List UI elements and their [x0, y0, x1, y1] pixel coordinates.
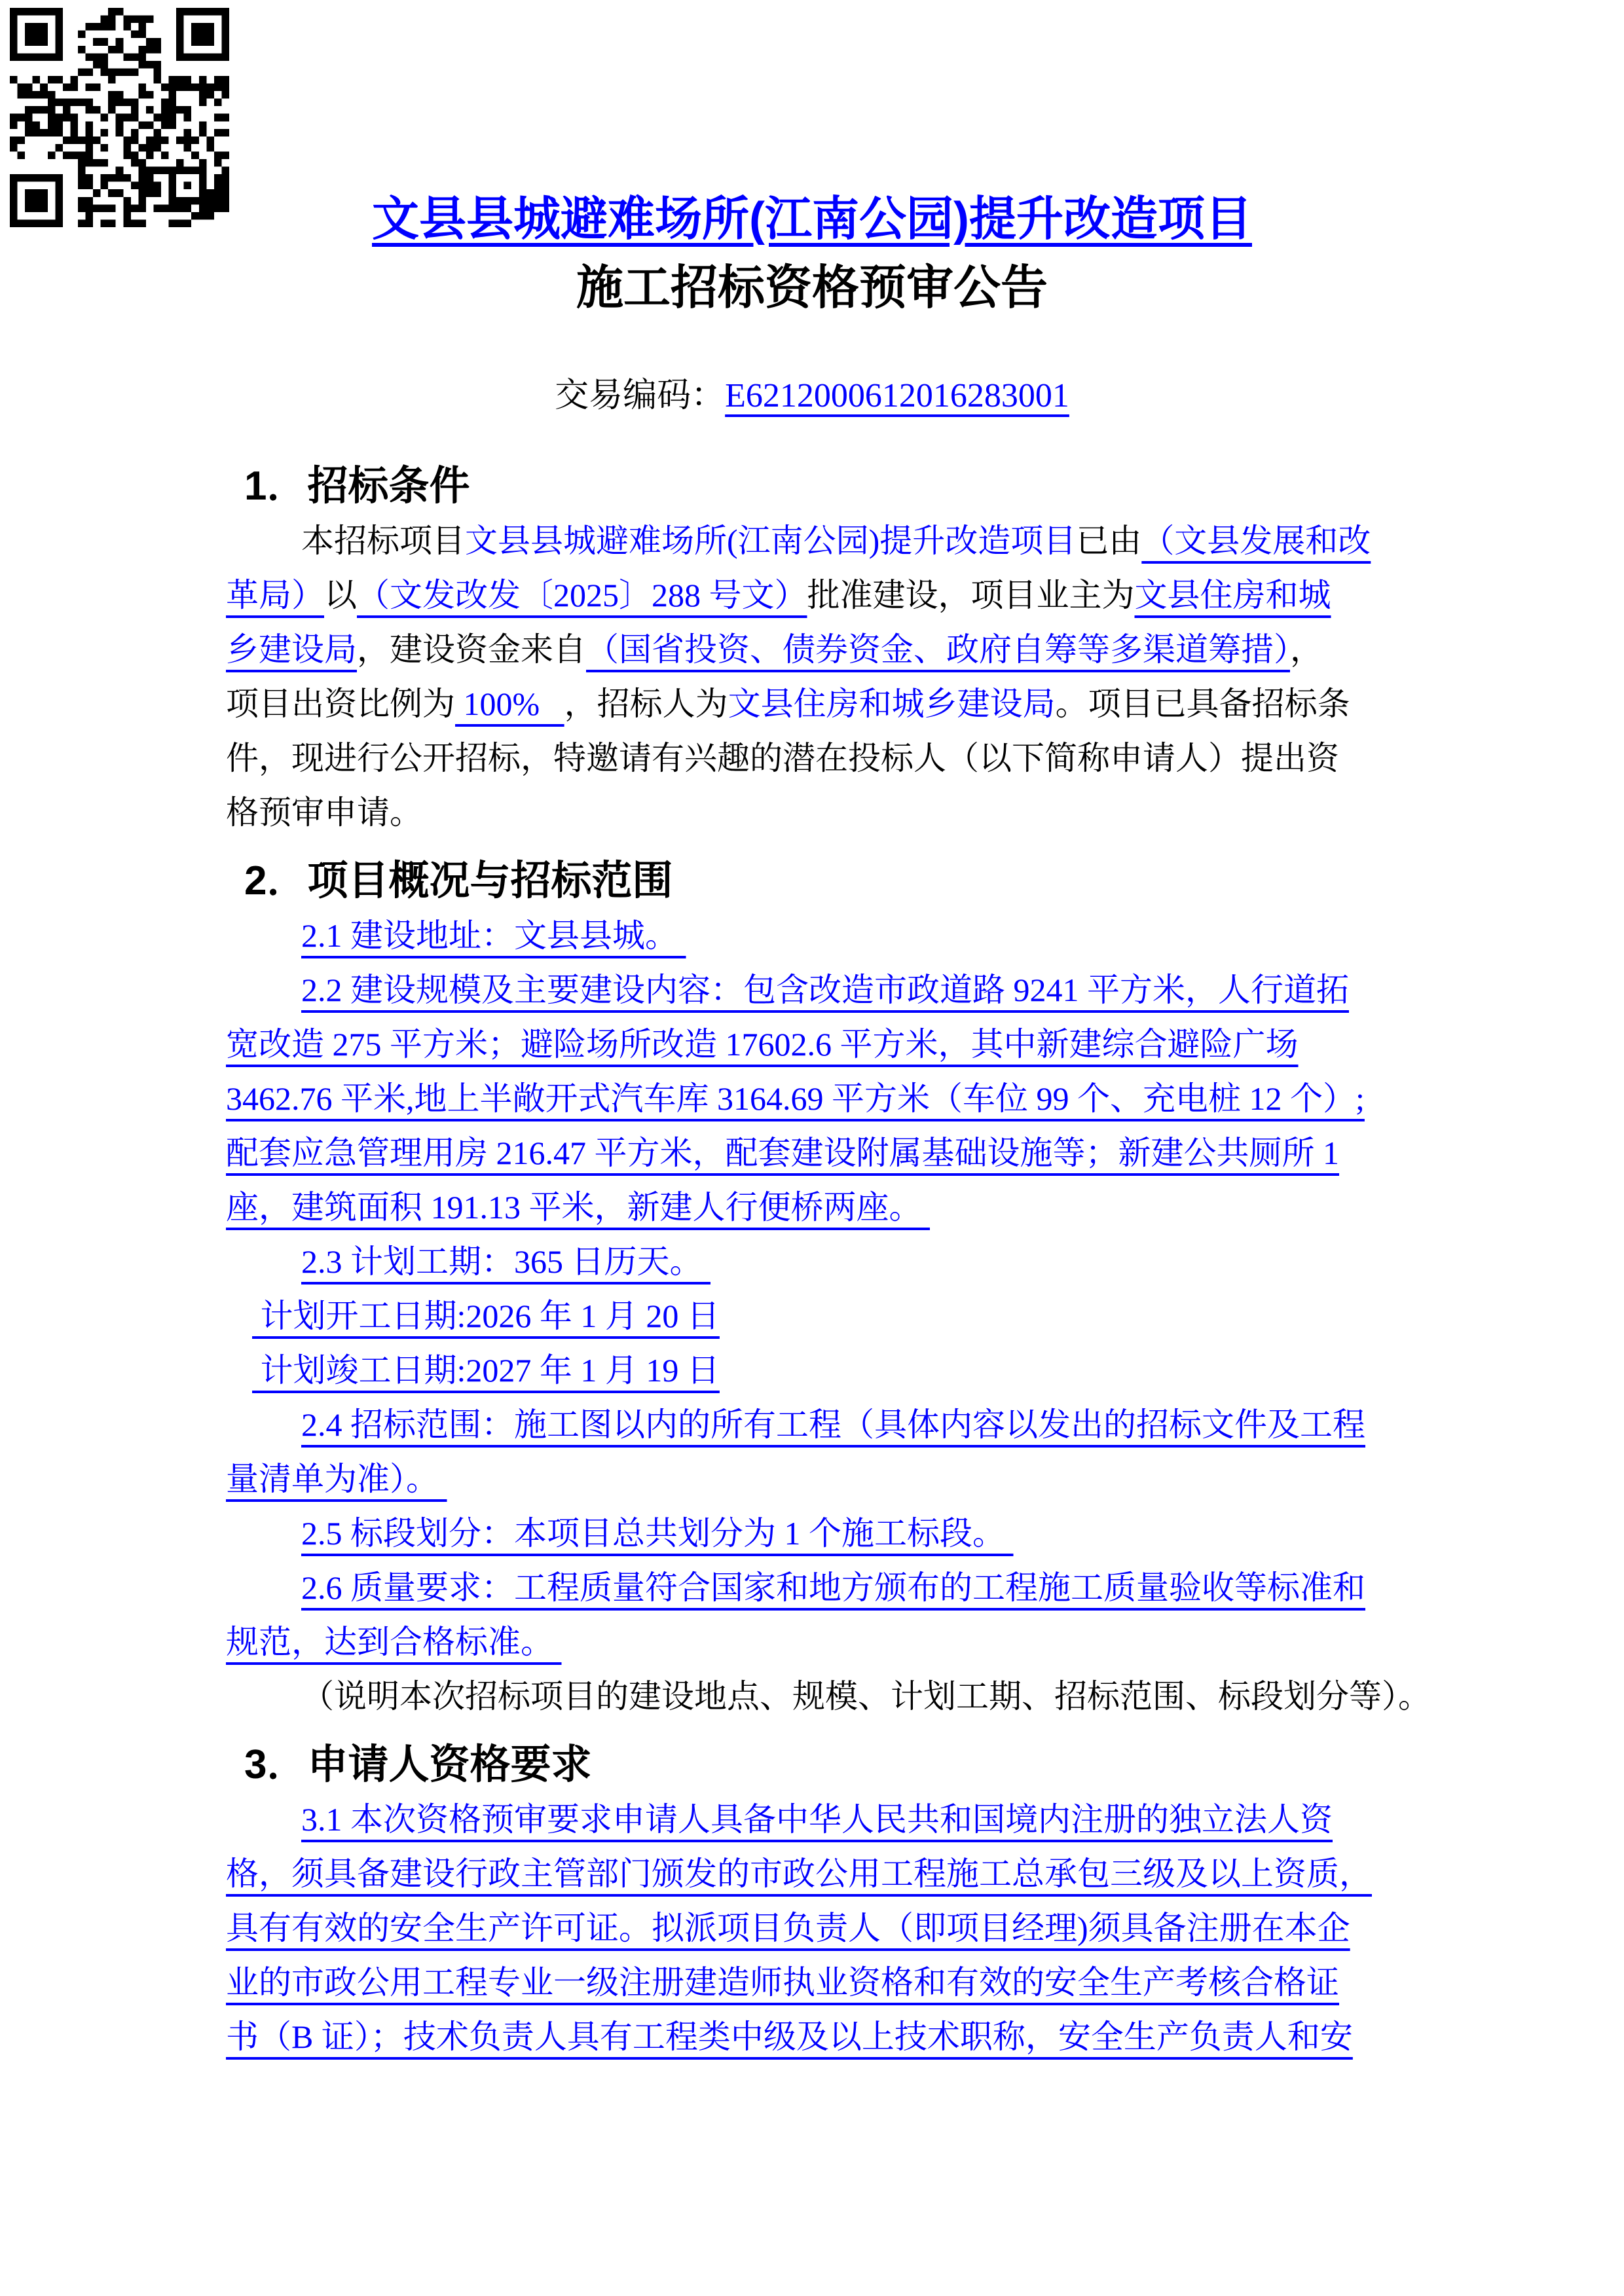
blue-underlined-run: （文发改发〔2025〕288 号文）: [357, 577, 807, 613]
text-line: [226, 623, 1401, 677]
trade-code-line: [0, 372, 1624, 420]
blue-text-run: 文县住房和城乡建设局: [728, 685, 1056, 722]
text-run: 已由: [1076, 522, 1142, 559]
text-run: ，建设资金来自: [357, 631, 586, 668]
text-run: 批准建设，项目业主为: [807, 577, 1135, 613]
text-run: 本招标项目: [301, 522, 465, 559]
content: [226, 458, 1431, 2064]
blue-underlined-run: 2.4 招标范围：施工图以内的所有工程（具体内容以发出的招标文件及工程: [301, 1406, 1365, 1443]
text-run: 项目出资比例为: [226, 685, 455, 722]
text-line: [226, 2010, 1401, 2064]
blue-underlined-run: 2.5 标段划分：本项目总共划分为 1 个施工标段。: [301, 1515, 1014, 1552]
text-line: [226, 1017, 1401, 1072]
blue-underlined-run: （文县发展和改: [1141, 522, 1371, 559]
blue-underlined-run: 座，建筑面积 191.13 平米，新建人行便桥两座。: [226, 1189, 930, 1226]
text-line: [226, 1398, 1401, 1452]
blue-underlined-run: 格，须具备建设行政主管部门颁发的市政公用工程施工总承包三级及以上资质，: [226, 1855, 1372, 1892]
blue-underlined-run: 计划竣工日期:2027 年 1 月 19 日: [252, 1352, 720, 1389]
blue-underlined-run: 2.1 建设地址：文县县城。: [301, 917, 686, 954]
blue-underlined-run: 2.2 建设规模及主要建设内容：包含改造市政道路 9241 平方米，人行道拓: [301, 972, 1349, 1008]
text-line: [226, 786, 1401, 840]
text-line: [226, 1956, 1401, 2010]
blue-text-run: 文县县城避难场所(江南公园)提升改造项目: [465, 522, 1077, 559]
section-heading: 3．申请人资格要求: [244, 1742, 592, 1787]
blue-underlined-run: 乡建设局: [226, 631, 357, 668]
text-line: [226, 1180, 1401, 1235]
text-line: [226, 1343, 1401, 1398]
text-line: [226, 1669, 1431, 1724]
blue-underlined-run: 具有有效的安全生产许可证。拟派项目负责人（即项目经理)须具备注册在本企: [226, 1910, 1350, 1946]
blue-underlined-run: 规范，达到合格标准。: [226, 1624, 562, 1660]
text-line: [226, 1452, 1401, 1506]
blue-underlined-run: （国省投资、债券资金、政府自筹等多渠道筹措）: [586, 631, 1290, 668]
trade-code-label: 交易编码：: [555, 377, 726, 414]
text-run: ，招标人为: [564, 685, 728, 722]
text-line: [226, 1561, 1401, 1615]
text-line: [226, 568, 1401, 623]
text-line: [226, 514, 1401, 568]
text-line: [226, 963, 1401, 1017]
text-line: [226, 1126, 1401, 1180]
text-run: ，: [1290, 631, 1323, 668]
text-line: [226, 1235, 1401, 1289]
blue-underlined-run: 2.3 计划工期：365 日历天。: [301, 1243, 710, 1280]
text-line: [226, 677, 1401, 731]
text-line: [226, 1506, 1401, 1561]
text-line: [226, 1289, 1401, 1343]
blue-underlined-run: 量清单为准）。: [226, 1461, 447, 1497]
text-run: 。项目已具备招标条: [1055, 685, 1350, 722]
blue-underlined-run: 配套应急管理用房 216.47 平方米，配套建设附属基础设施等；新建公共厕所 1: [226, 1135, 1339, 1171]
blue-underlined-run: 书（B 证）；技术负责人具有工程类中级及以上技术职称，安全生产负责人和安: [226, 2018, 1353, 2055]
blue-underlined-run: 革局）: [226, 577, 324, 613]
blue-underlined-run: 3462.76 平米,地上半敞开式汽车库 3164.69 平方米（车位 99 个、充电桩 12 个）;: [226, 1080, 1365, 1117]
text-line: [226, 909, 1401, 963]
text-run: 格预审申请。: [226, 794, 422, 831]
blue-underlined-run: 3.1 本次资格预审要求申请人具备中华人民共和国境内注册的独立法人资: [301, 1801, 1333, 1838]
trade-code-value: E6212000612016283001: [725, 377, 1069, 414]
text-line: [226, 1793, 1401, 1847]
blue-underlined-run: 宽改造 275 平方米；避险场所改造 17602.6 平方米，其中新建综合避险广场: [226, 1026, 1299, 1063]
blue-underlined-run: 业的市政公用工程专业一级注册建造师执业资格和有效的安全生产考核合格证: [226, 1964, 1339, 2001]
document-subtitle: 施工招标资格预审公告: [576, 262, 1048, 314]
section-heading: 1．招标条件: [244, 464, 470, 509]
text-line: [226, 731, 1401, 786]
text-line: [226, 1072, 1401, 1126]
blue-underlined-run: 文县住房和城: [1134, 577, 1331, 613]
blue-underlined-run: 2.6 质量要求：工程质量符合国家和地方颁布的工程施工质量验收等标准和: [301, 1569, 1365, 1606]
blue-underlined-run: 100%: [455, 685, 564, 722]
text-line: [226, 1847, 1401, 1901]
text-run: （说明本次招标项目的建设地点、规模、计划工期、招标范围、标段划分等）。: [301, 1678, 1431, 1715]
text-run: 件，现进行公开招标，特邀请有兴趣的潜在投标人（以下简称申请人）提出资: [226, 740, 1339, 776]
blue-underlined-run: 计划开工日期:2026 年 1 月 20 日: [252, 1298, 720, 1334]
text-run: 以: [324, 577, 357, 613]
document-title: 文县县城避难场所(江南公园)提升改造项目: [372, 193, 1252, 246]
text-line: [226, 1901, 1401, 1956]
text-line: [226, 1615, 1401, 1669]
section-heading: 2．项目概况与招标范围: [244, 858, 673, 903]
